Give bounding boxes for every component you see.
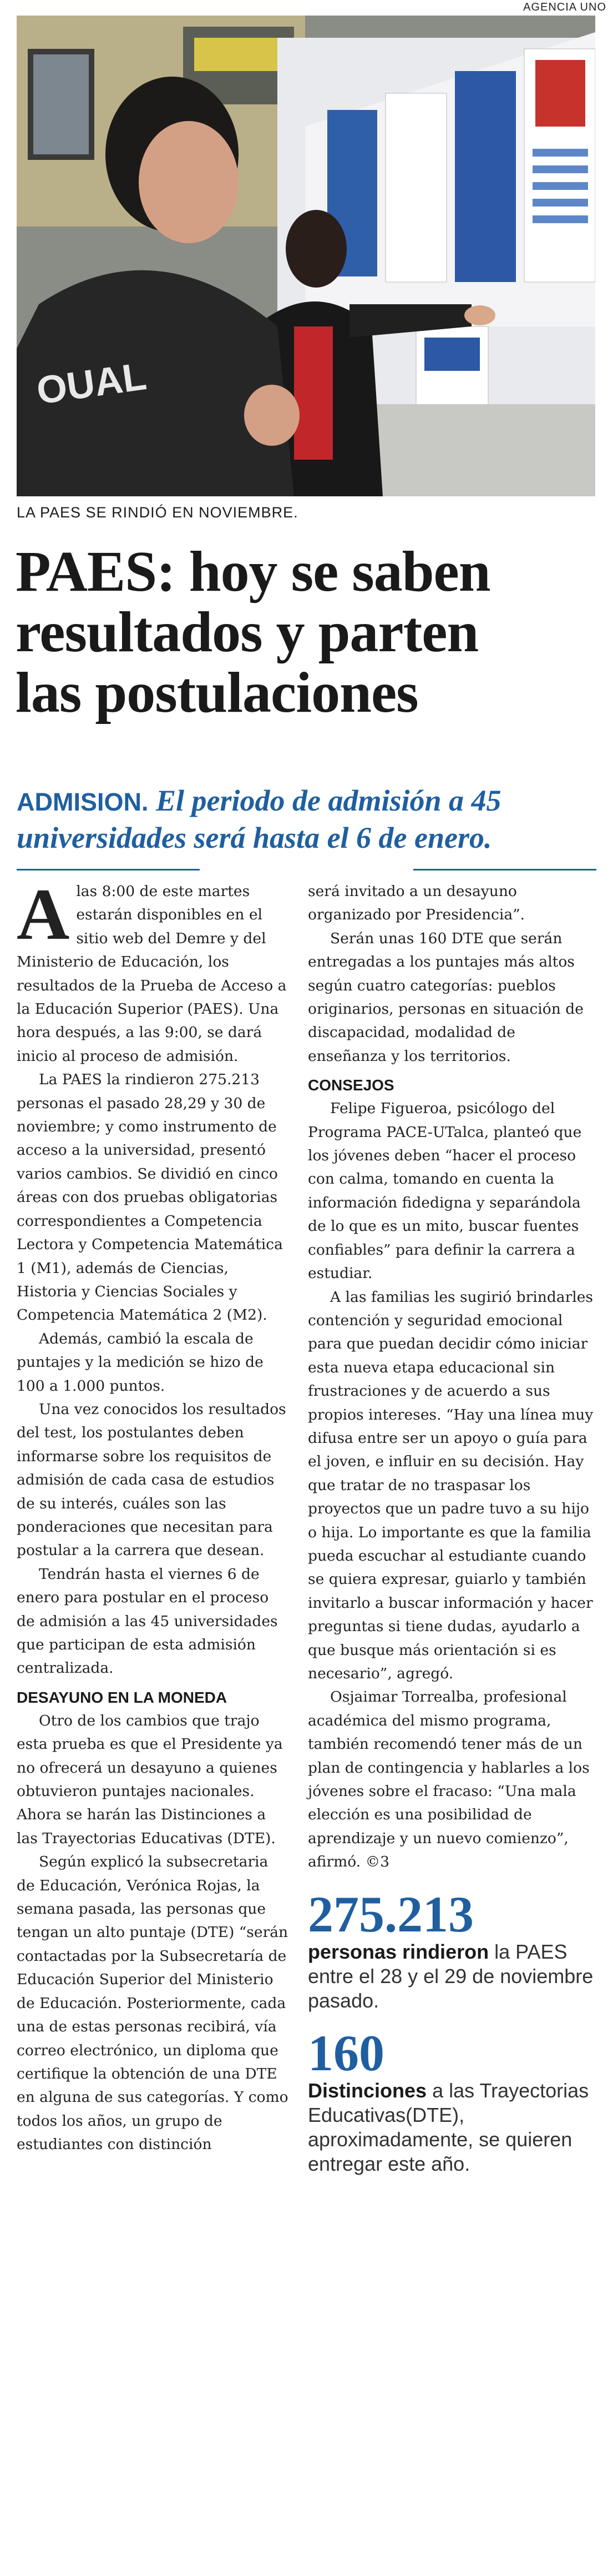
lead-paragraph [17, 783, 599, 856]
article-column-1 [17, 873, 288, 2157]
news-photo [17, 16, 595, 496]
paragraph: La PAES la rindieron 275.213 personas el pasado 28,29 y 30 de noviembre; y como instrumento de acceso a la universidad, presentó varios cambios. Se dividió en cinco áreas con dos pruebas obligatorias correspondientes a Competencia Lectora y Competencia Matemática 1 (M1), además de Ciencias, Historia y Ciencias Sociales y Competencia Matemática 2 (M2). [17, 1071, 283, 1324]
paragraph: Serán unas 160 DTE que serán entregadas a los puntajes más altos según cuatro categorías: pueblos originarios, personas en situación de discapacidad, modalidad de enseñanza y los territorios. [308, 929, 584, 1065]
paragraph: será invitado a un desayuno organizado por Presidencia”. [308, 883, 525, 924]
lead-text: El periodo de admisión a 45 universidades será hasta el 6 de enero. [17, 784, 501, 854]
fact-text [308, 2079, 596, 2176]
fact-number: 275.213 [308, 1885, 474, 1943]
fact-bold: Distinciones [308, 2079, 427, 2102]
paragraph [17, 873, 288, 1068]
article-column-2 [308, 880, 596, 2176]
lead-kicker: ADMISION. [17, 788, 149, 816]
paragraph: Otro de los cambios que trajo esta prueba es que el Presidente ya no ofrecerá un desayuno a quienes obtuvieron puntajes nacionales. Ahora se harán las Distinciones a las Trayectorias Educativas (DTE). [17, 1712, 283, 1847]
fact-rest: a las Trayectorias Educativas(DTE), aproximadamente, se quieren entregar este año. [308, 2079, 589, 2175]
paragraph: Según explicó la subsecretaria de Educación, Verónica Rojas, la semana pasada, las personas que tengan un alto puntaje (DTE) “serán contactadas por la Subsecretaría de Educación Superior del Ministerio de Educación. Posteriormente, cada una de estas personas recibirá, vía correo electrónico, un diploma que certifique la obtención de una DTE en alguna de sus categorías. Y como todos los años, un grupo de estudiantes con distinción [17, 1853, 288, 2154]
separator-left [17, 869, 200, 871]
subhead-consejos: CONSEJOS [308, 1076, 394, 1094]
paragraph: Osjaimar Torrealba, profesional académica del mismo programa, también recomendó tener más de un plan de contingencia y hablarles a los jóvenes sobre el fracaso: “Una mala elección es una posibilidad de aprendizaje y un nuevo comienzo”, afirmó. ©3 [308, 1688, 590, 1871]
paragraph: A las familias les sugirió brindarles contención y seguridad emocional para que puedan decidir cómo iniciar esta nueva etapa educacional sin frustraciones y de acuerdo a sus propios intereses. “Hay una línea muy difusa entre ser un apoyo o guía para el joven, e influir en su decisión. Hay que tratar de no traspasar los proyectos que un padre tuvo a su hijo o hija. Lo importante es que la familia pueda escuchar al estudiante cuando se quiera expresar, guiarlo y también invitarlo a buscar información y hacer preguntas si tiene dudas, ayudarlo a que busque más orientación si es necesario”, agregó. [308, 1288, 594, 1682]
headline-line-1: PAES: hoy se saben [16, 540, 490, 603]
fact-rest: la PAES entre el 28 y el 29 de noviembre pasado. [308, 1940, 594, 2012]
subhead-desayuno: DESAYUNO EN LA MONEDA [17, 1688, 227, 1706]
paragraph: Felipe Figueroa, psicólogo del Programa PACE-UTalca, planteó que los jóvenes deben “hacer el proceso con calma, tomando en cuenta la información fidedigna y separándola de lo que es un mito, buscar fuentes confiables” para definir la carrera a estudiar. [308, 1100, 582, 1282]
photo-caption: LA PAES SE RINDIÓ EN NOVIEMBRE. [17, 504, 298, 521]
paragraph: Además, cambió la escala de puntajes y la medición se hizo de 100 a 1.000 puntos. [17, 1330, 264, 1395]
separator-right [413, 869, 596, 871]
paragraph: Tendrán hasta el viernes 6 de enero para postular en el proceso de admisión a las 45 universidades que participan de esta admisión centralizada. [17, 1565, 278, 1677]
headline [16, 541, 604, 723]
paragraph: Una vez conocidos los resultados del test, los postulantes deben informarse sobre los requisitos de admisión de cada casa de estudios de su interés, cuáles son las ponderaciones que necesitan para postular a la carrera que desean. [17, 1400, 286, 1559]
svg-text:OUAL: OUAL [34, 354, 149, 412]
fact-text [308, 1940, 596, 2013]
fact-bold: personas rindieron [308, 1940, 489, 1963]
paragraph-text: las 8:00 de este martes estarán disponibles en el sitio web del Demre y del Ministerio de Educación, los resultados de la Prueba de Acceso a la Educación Superior (PAES). Una hora después, a las 9:00, se dará inicio al proceso de admisión. [17, 883, 287, 1065]
fact-number: 160 [308, 2024, 384, 2081]
headline-line-2: resultados y parten [16, 600, 479, 664]
photo-credit: AGENCIA UNO [523, 1, 606, 13]
headline-line-3: las postulaciones [16, 661, 418, 724]
dropcap: A [17, 873, 70, 955]
